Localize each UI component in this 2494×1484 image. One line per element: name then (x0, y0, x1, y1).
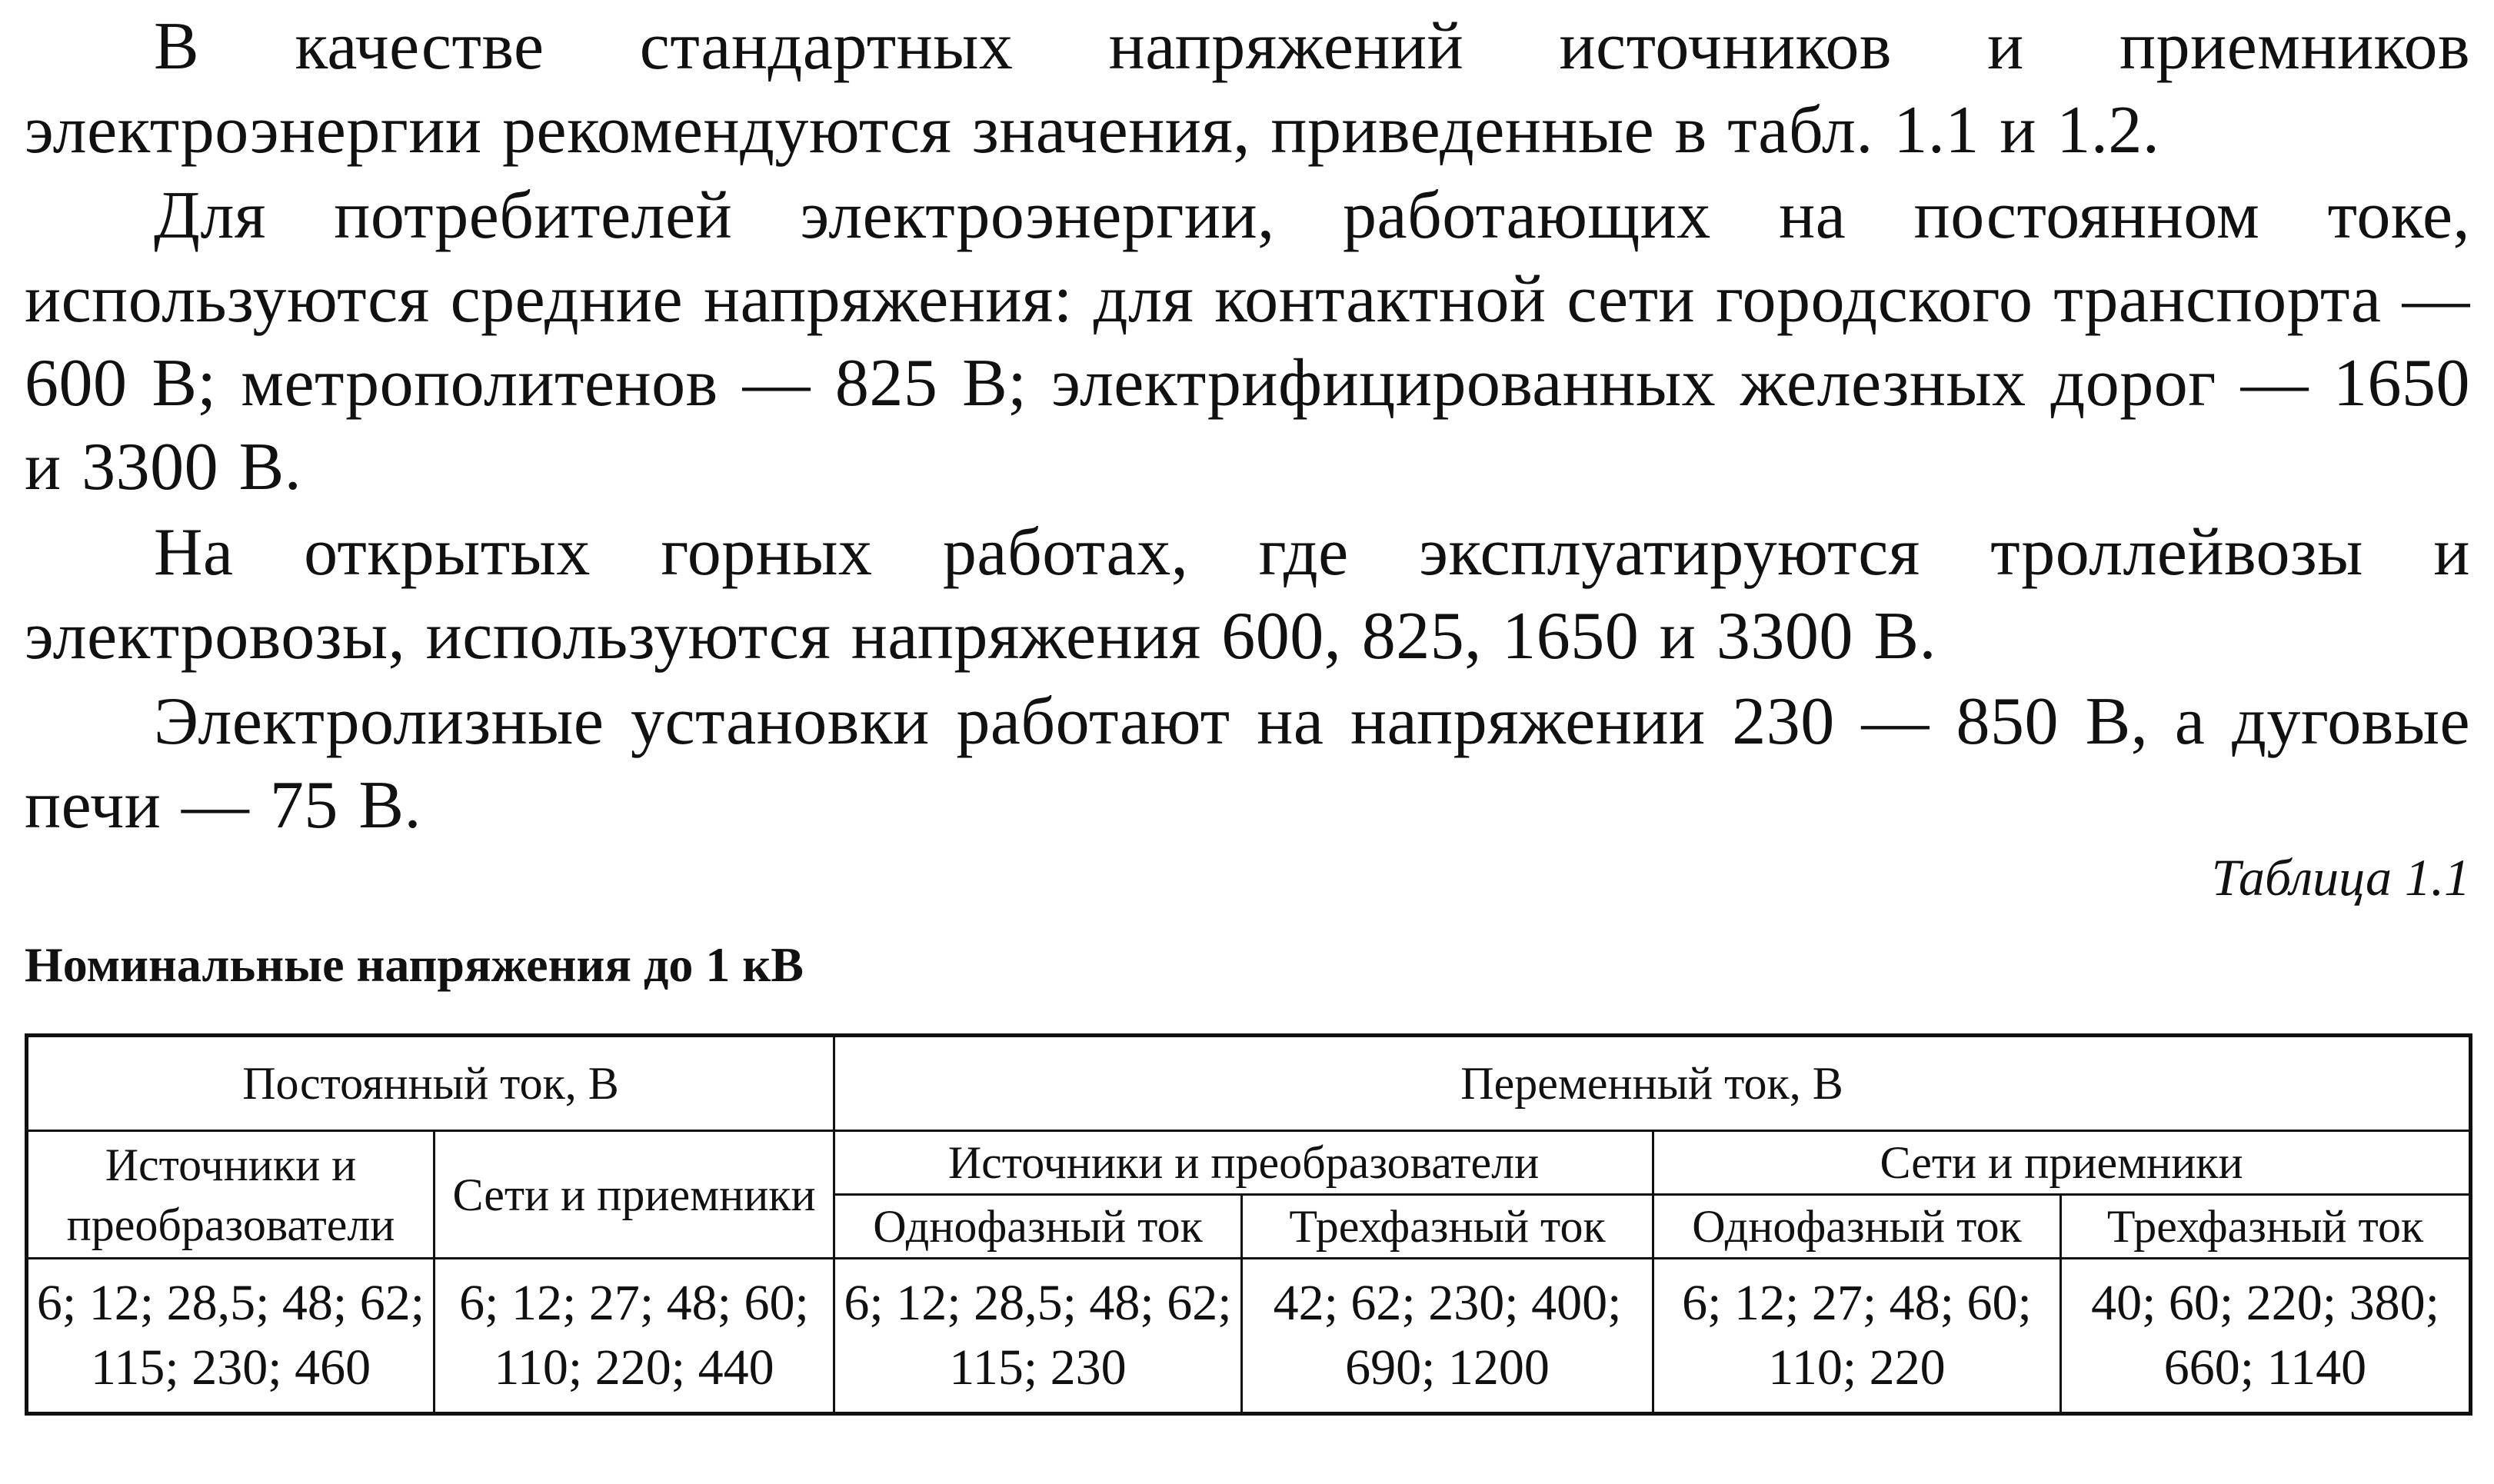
value-ac-sources-single-phase: 6; 12; 28,5; 48; 62; 115; 230 (834, 1259, 1242, 1414)
header-dc-sources: Источники и преобразователи (27, 1131, 435, 1259)
header-ac: Переменный ток, В (834, 1036, 2471, 1131)
document-page (25, 0, 2470, 1396)
paragraph-dc-consumers: Для потребителей электроэнергии, работающих на постоянном токе, используются средние напряжения: для контактной сети городского транспорта — 600 В; метрополитенов — 825 В; электрифицированных железных дорог — 1650 и 3300 В. (25, 178, 2470, 504)
header-ac-networks-single-phase: Однофазный ток (1653, 1195, 2061, 1259)
nominal-voltages-table (25, 1033, 2472, 1416)
header-ac-networks-three-phase: Трехфазный ток (2061, 1195, 2471, 1259)
paragraph-mining-works: На открытых горных работах, где эксплуатируются троллейвозы и электровозы, используются напряжения 600, 825, 1650 и 3300 В. (25, 515, 2470, 674)
header-dc-networks: Сети и приемники (435, 1131, 834, 1259)
value-dc-sources: 6; 12; 28,5; 48; 62; 115; 230; 460 (27, 1259, 435, 1414)
header-ac-sources-single-phase: Однофазный ток (834, 1195, 1242, 1259)
table-header-row-current-type (27, 1036, 2471, 1131)
table-row (27, 1259, 2471, 1414)
paragraph-electrolysis: Электролизные установки работают на напряжении 230 — 850 В, а дуговые печи — 75 В. (25, 684, 2470, 843)
value-ac-sources-three-phase: 42; 62; 230; 400; 690; 1200 (1242, 1259, 1653, 1414)
header-ac-networks: Сети и приемники (1653, 1131, 2471, 1195)
header-dc: Постоянный ток, В (27, 1036, 834, 1131)
value-dc-networks: 6; 12; 27; 48; 60; 110; 220; 440 (435, 1259, 834, 1414)
value-ac-networks-single-phase: 6; 12; 27; 48; 60; 110; 220 (1653, 1259, 2061, 1414)
value-ac-networks-three-phase: 40; 60; 220; 380; 660; 1140 (2061, 1259, 2471, 1414)
table-header-row-device-type (27, 1131, 2471, 1195)
header-ac-sources: Источники и преобразователи (834, 1131, 1653, 1195)
paragraph-standard-voltages: В качестве стандартных напряжений источников и приемников электроэнергии рекомендуются значения, приведенные в табл. 1.1 и 1.2. (25, 9, 2470, 168)
header-ac-sources-three-phase: Трехфазный ток (1242, 1195, 1653, 1259)
table-title: Номинальные напряжения до 1 кВ (25, 937, 804, 992)
table-number-label: Таблица 1.1 (2211, 848, 2470, 907)
